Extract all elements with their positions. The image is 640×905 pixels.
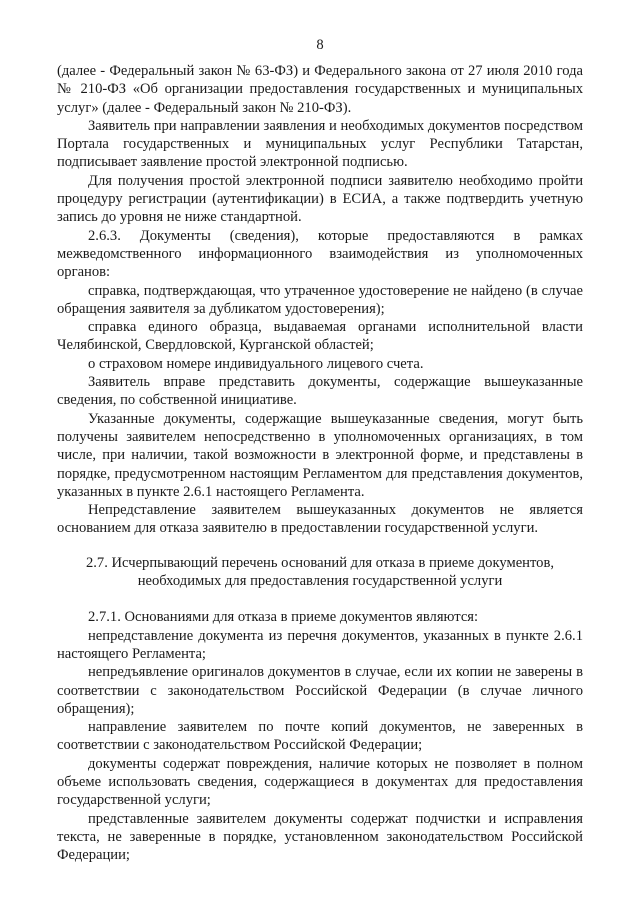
paragraph: Заявитель при направлении заявления и необходимых документов посредством Портала государственных и муниципальных услуг Республики Татарстан, подписывает заявление простой электронной подписью.	[57, 117, 583, 171]
list-item: справка единого образца, выдаваемая органами исполнительной власти Челябинской, Свердловской, Курганской областей;	[57, 319, 583, 354]
list-item: о страховом номере индивидуального лицевого счета.	[88, 355, 424, 372]
section-heading-line: 2.7. Исчерпывающий перечень оснований для отказа в приеме документов,	[85, 554, 555, 571]
page-number: 8	[316, 37, 324, 53]
list-item: справка, подтверждающая, что утраченное удостоверение не найдено (в случае обращения заявителя за дубликатом удостоверения);	[57, 282, 583, 317]
paragraph: Заявитель вправе представить документы, содержащие вышеуказанные сведения, по собственной инициативе.	[57, 374, 583, 409]
list-item: непредставление документа из перечня документов, указанных в пункте 2.6.1 настоящего Регламента;	[57, 627, 583, 662]
list-item: представленные заявителем документы содержат подчистки и исправления текста, не заверенные в порядке, установленном законодательством Российской Федерации;	[57, 810, 583, 864]
section-heading-2-7	[57, 554, 583, 591]
section-heading-line: необходимых для предоставления государственной услуги	[137, 573, 503, 590]
list-item: документы содержат повреждения, наличие которых не позволяет в полном объеме использовать сведения, содержащиеся в документах для предоставления государственной услуги;	[57, 755, 583, 809]
paragraph: Непредставление заявителем вышеуказанных документов не является основанием для отказа заявителю в предоставлении государственной услуги.	[57, 502, 583, 537]
list-item: непредъявление оригиналов документов в случае, если их копии не заверены в соответствии с законодательством Российской Федерации (в случае личного обращения);	[57, 664, 583, 717]
paragraph: Для получения простой электронной подписи заявителю необходимо пройти процедуру регистрации (аутентификации) в ЕСИА, а также подтвердить учетную запись до уровня не ниже стандартной.	[57, 172, 583, 226]
paragraph-continuation: (далее - Федеральный закон № 63-ФЗ) и Федерального закона от 27 июля 2010 года № 210-ФЗ «Об организации предоставления государственных и муниципальных услуг» (далее - Федеральный закон № 210-ФЗ).	[57, 63, 583, 116]
paragraph-2-7-1: 2.7.1. Основаниями для отказа в приеме документов являются:	[88, 609, 479, 626]
paragraph-2-6-3: 2.6.3. Документы (сведения), которые предоставляются в рамках межведомственного информационного взаимодействия из уполномоченных органов:	[57, 227, 583, 281]
paragraph: Указанные документы, содержащие вышеуказанные сведения, могут быть получены заявителем непосредственно в уполномоченных организациях, в том числе, при наличии, такой возможности в электронной форме, и представлены в порядке, предусмотренном настоящим Регламентом для представления документов, указанных в пункте 2.6.1 настоящего Регламента.	[57, 410, 583, 500]
list-item: направление заявителем по почте копий документов, не заверенных в соответствии с законодательством Российской Федерации;	[57, 719, 583, 754]
document-body	[57, 62, 583, 864]
